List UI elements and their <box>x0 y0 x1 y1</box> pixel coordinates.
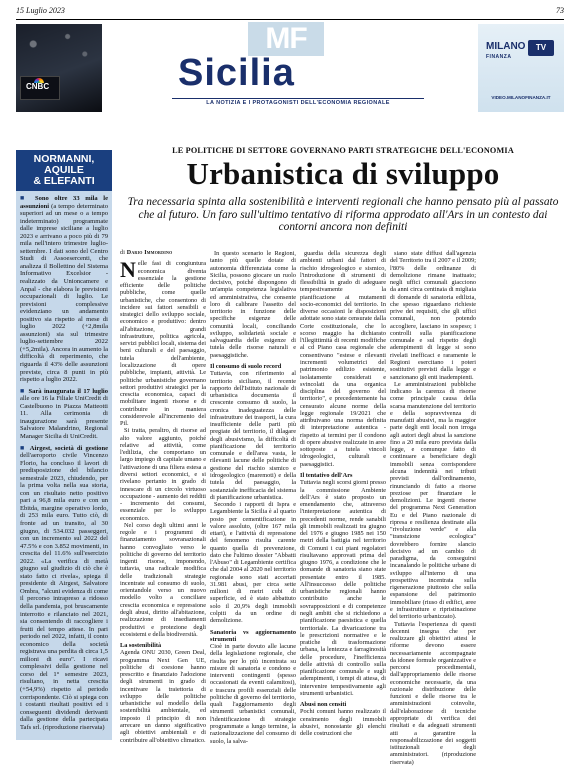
paragraph: Tuttavia negli scorsi giorni presso la commissione Ambiente dell'Ars è stato proposto un emendamento che, attraverso l'interpretazione autentica di precedenti norme, rende sanabili gli immobili realizzati tra giugno del 1976 e giugno 1985 nei 150 metri della battigia nel territorio di Comuni i cui piani regolatori risultavano approvati prima del giugno 1976, a condizione che le domande di sanatoria siano state presentate entro il 1985. All'insuccesso delle politiche urbanistiche regionali hanno contribuito anche le sovrapposizioni e di competenze negli ambiti che si richiedono a pianificazione paesistica e quella territoriale. La divaricazione tra le prescrizioni normative e le pratiche di trasformazione urbana, la lentezza e farraginosità delle procedure, l'inefficienza delle attività di controllo sulla pianificazione comunale e sugli adempimenti, i tempi di attesa, di intervenire tempestivamente agli strumenti urbanistici. <box>300 479 386 697</box>
byline <box>120 250 206 257</box>
mf-logo: MF <box>248 22 324 56</box>
paragraph: Si tratta, peraltro, di risorse ad alto valore aggiunto, poiché relative ad attività, come l'edilizia, che comportano un largo impiego di capitale umano e l'attivazione di una filiera estesa a diversi settori economici, e si rivelano pertanto in grado di innescare di un circolo virtuoso occupazione - aumento dei redditi - incremento dei consumi, essenziale per lo sviluppo economico. <box>120 427 206 522</box>
ad-brand <box>486 42 525 62</box>
cnbc-studio-photo <box>16 24 102 112</box>
article-column <box>120 250 206 742</box>
author-name: Dario Immordino <box>126 250 173 256</box>
sidebar-heading <box>16 150 112 191</box>
ad-brand-name: MILANO <box>486 41 526 52</box>
page-header <box>16 6 564 18</box>
cnbc-logo: CNBC <box>26 82 50 91</box>
section-heading: Il tentativo dell'Ars <box>300 471 353 479</box>
milano-finanza-tv-ad <box>478 24 564 112</box>
paragraph: Pochi comuni hanno realizzato il censimento degli immobili abusivi, nonostante gli elenchi delle costruzioni che <box>300 708 386 738</box>
news-text: dell'aeroporto civile Vincenzo Florio, ha concluso il lavori di predisposizione del bilancio semestrale 2023, chiudendo, per la prima volta nella sua storia, con un risultato netto positivo pari a 96,8 mila euro e con un Ebitda, margine operativo lordo, di 253 mila euro. Tutto ciò, di fronte ad un transito, al 30 giugno, di 534.032 passeggeri, con un incremento sul 2022 del 47.5% e con 3.852 movimenti, in crescita del 11.6% sull'esercizio 2022. «La verifica di metà giugno sul giudizio di ciò che è stato fatto ci rivela», spiega il presidente di Airgest, Salvatore Ombra, "alcuni evidenza di come il percorso intrapreso a ridosso della pandemia, poi bruscamente interrotto e rilanciato nel 2021, sia consentendo di raccogliere i frutti del tempo attese. In pari periodo nel 2022, infatti, il conto economico della società registrava una perdita di circa 1,5 milioni di euro". I ricavi complessivi della gestione nel corso del 1° semestre 2023, risultano, in netta crescita (+54,9%) rispetto al periodo corrispondente. Ciò si spiega con i costanti risultati positivi ed i conseguenti dividendi derivanti dalla gestione della partecipata Tafs srl. (riproduzione riservata) <box>20 452 108 731</box>
paragraph: Tuttavia, con riferimento al territorio siciliano, il recente rapporto dell'Istituto nazionale di urbanistica documenta il crescente consumo di suolo, la cronica inadeguatezza delle infrastrutture dei trasporti, la cura insufficiente delle parti più pregiate del territorio, il dilagare degli abusivismo, la difficoltà di pianificazione del territorio comunale e dell'area vasta, le rilevanti lacune delle politiche di gestione del rischio sismico e idrogeologico (maremoti) e della tutela del paesaggio, la sostanziale inefficacia del sistema di pianificazione urbanistica. <box>210 370 296 501</box>
ad-website: VIDEO.MILANOFINANZA.IT <box>491 95 551 100</box>
page-number: 73 <box>556 6 564 15</box>
news-lead: Sono oltre 33 mila le assunzioni <box>20 195 109 210</box>
sidebar-heading-line: AQUILE <box>44 164 84 176</box>
paragraph: Le amministrazioni pubbliche indicano la carenza di risorse come principale causa della scarsa manutenzione del territorio e della sopravvivenza di manufatti abusivi, ma la maggior parte degli enti locali non irroga agli autori degli abusi la sanzione fino a 20 mila euro prevista dalla legge, e comunque fatto di continuare a beneficiare degli immobili senza corrispondere alcuna indennità nei tributi previsti dall'ordinamento, rinunciando di fatto a risorse preziose per finanziare le demolizioni. Le ingenti risorse del programma Next Generation Eu e del Piano nazionale di ripresa e resilienza destinate alla "rivoluzione verde" e alla "transizione ecologica" dovrebbero fornire slancio decisivo ad un cambio di paradigma, da conseguirsi incanalando le politiche urbane di sviluppo all'interno di una prospettiva incentrata sulla rigenerazione piuttosto che sulla espansione del patrimonio immobiliare (riuso di edifici, aree e infrastrutture e ripristinazione del territorio urbanizzato). <box>390 380 476 621</box>
paragraph: Secondo i rapporti di Ispra e Legambiente la Sicilia è al quarto posto per cementificazione in valore assoluto, (oltre 167 mila ettari), e l'attività di repressione del fenomeno risulta carente quanto quella di prevenzione, dato che l'ultimo dossier "Abbatti l'Abuso" di Legambiente certifica che dal 2004 al 2020 nel territorio regionale sono stati accertati 31.981 abusi, per circa sette milioni di metri cubi di superficie, ed è stato abbattuto solo il 20,9% degli immobili colpiti da un ordine di demolizione. <box>210 501 296 625</box>
tv-badge: TV <box>528 40 554 56</box>
studio-lights <box>16 24 102 74</box>
article-headline: Urbanistica di sviluppo <box>186 156 500 191</box>
drop-cap: N <box>120 257 136 283</box>
header-rule <box>16 19 564 20</box>
news-lead: Airgest, società di gestione <box>29 444 108 452</box>
sidebar-news-item <box>20 388 108 441</box>
square-bullet-icon: ■ <box>20 386 26 395</box>
article-column <box>300 250 386 742</box>
ad-brand-sub: FINANZA <box>486 54 512 60</box>
article-body <box>120 250 566 766</box>
sidebar-heading-line: & ELEFANTI <box>33 175 95 187</box>
paragraph: Nel corso degli ultimi anni le regole e i programmi di finanziamento sovranazionali hanno convogliato verso le politiche di governo del territorio ingenti risorse, imponendo, tuttavia, una radicale modifica delle tradizionali strategie incentrate sul consumo di suolo, orientandole verso un nuovo modello volto a conciliare crescita economica e repressione degli abusi, diritto all'abitazione, realizzazione di insediamenti produttivi e protezione degli ecosistemi e della biodiversità. <box>120 521 206 638</box>
news-lead: Sarà inaugurata il 17 luglio <box>28 387 108 395</box>
square-bullet-icon: ■ <box>20 443 26 452</box>
sidebar-news-item <box>20 195 108 384</box>
section-heading: Sanatoria vs aggiornamento strumenti <box>210 628 296 643</box>
sidebar-heading-line: NORMANNI, <box>33 153 95 165</box>
paragraph: siano state diffusi dall'agenzia del Territorio tra il 2007 e il 2009; l'80% delle ordinanze di demolizione rimane inattuato; negli uffici comunali giacciono da anni circa centinaia di migliaia di domande di sanatoria edilizia, che spesso riguardano richieste prive dei requisiti, che gli uffici comunali, non potendo accogliere, lasciano in sospeso; i controlli sulla pianificazione comunale e sul rispetto degli adempimenti di legge si sono rivelati inefficaci e raramente le Regioni esercitano i poteri sostitutivi previsti dalla legge e sanzionano gli enti inadempienti. <box>390 250 477 381</box>
news-text: alle ore 16 la Filiale UniCredit di Castelbuono in Piazza Matteotti 11. Alla cerimonia di inaugurazione sarà presente Salvatore Malandrino, Regional Manager Sicilia di UniCredit. <box>20 395 108 440</box>
article-column <box>390 250 477 766</box>
byline-prefix: di <box>120 250 127 256</box>
paragraph: Cioè in parte dovuto alle lacune della legislazione regionale, che risulta per lo più incentrata su misure di sanatoria e condono e interventi contingenti (spesso occasionati da eventi calamitosi), e trascura profili essenziali delle politiche di governo del territorio, quali l'aggiornamento degli strumenti urbanistici comunali, l'identificazione di strategie programmate a lungo termine, la razionalizzazione del consumo di suolo, la salva- <box>210 643 296 745</box>
square-bullet-icon: ■ <box>20 194 29 202</box>
section-heading: Abusi non censiti <box>300 701 347 709</box>
paragraph: Agenda ONU 2030, Green Deal, programma Next Gen UE, politiche di coesione hanno prescritto e finanziato l'adozione degli strumenti in grado di incentivare la traiettoria di sviluppo delle politiche urbanistiche sul modello della sostenibilità ambientale, ed imposto il principio di non arrecare un danno significativo agli obiettivi ambientali e di contribuire all'obiettivo climatico. <box>120 649 206 744</box>
news-text: (a tempo determinato superiori ad un mese o a tempo indeterminato) programmate dalle imprese siciliane a luglio 2023 e arrivano a poco più di 79 mila nell'intero trimestre luglio-settembre. I dati sono del Centro Studi di Assoesercenti, che analizza il Bollettino del Sistema Informativo Excelsior - realizzato da Unioncamere e Anpal - che elabora le previsioni occupazionali di luglio. Le previsioni complessive evidenziano un andamento positivo sia rispetto al mese di luglio 2022 (+2,8mila assunzioni) sia sul trimestre luglio-settembre 2022 (+5,2mila). Ancora in aumento la difficoltà di reperimento, che riguarda il 43% delle assunzioni previste, circa 8 punti in più rispetto a luglio 2022. <box>20 202 108 384</box>
issue-date: 15 Luglio 2023 <box>16 6 65 15</box>
article-kicker: LE POLITICHE DI SETTORE GOVERNANO PARTI STRATEGICHE DELL'ECONOMIA <box>172 146 514 155</box>
paragraph: In questo scenario le Regioni, tanto più quelle dotate di autonomia differenziata come la Sicilia, possono giocare un ruolo decisivo, poiché dispongono di un'ampia competenza legislativa ed amministrativa, che consente loro di calibrare l'assetto del territorio in funzione delle specifiche esigenze delle comunità locali, conciliando sviluppo, solidarietà sociale e salvaguardia delle esigenze di tutela delle risorse naturali e paesaggistiche. <box>210 250 296 359</box>
paragraph: elle fasi di congiuntura economica diventa essenziale la gestione efficiente delle politiche pubbliche, come quelle urbanistiche, che consentono di incidere sui fattori sensibili e strategici dello sviluppo sociale, economico e produttivo: dentro all'abitazione, grandi infrastrutture, politica agricola, servizi pubblici locali, sistema dei beni culturali e del paesaggio, tutela dell'ambiente, localizzazione di opere pubbliche, impianti, attività. Le politiche urbanistiche governano settori produttivi strategici per la crescita economica, capaci di mobilitare ingenti risorse e di contribuire in maniera considerevole all'incremento del Pil. <box>120 260 206 428</box>
sidebar-column <box>16 150 112 740</box>
section-heading: La sostenibilità <box>120 642 162 650</box>
section-title: Sicilia <box>178 52 295 94</box>
section-heading: Il consumo di suolo record <box>210 362 282 370</box>
sidebar-items <box>16 191 112 731</box>
paragraph: Tuttavia l'esperienza di questi decenni insegna che per realizzare gli obiettivi attesi le riforme devono essere necessariamente accompagnate da idonee formule organizzative e percorsi procedimentali, dall'appropriamento delle risorse economiche necessarie, da una razionale distribuzione delle funzioni e delle risorse tra le amministrazioni coinvolte, dall'elaborazione di tecniche appropriate di verifica dei risultati e da adeguati strumenti atti a garantire la responsabilizzazione dei soggetti istituzionali e degli amministratori. (riproduzione riservata) <box>390 620 476 766</box>
paragraph: guardia della sicurezza degli ambienti urbani dal fattori di rischio idrogeologico e sismico, l'introduzione di strumenti di flessibilità in grado di adeguare tempestivamente la pianificazione ai mutamenti socio-economici del territorio. In diverse occasioni le disposizioni adottate sono state censurate dalla Corte costituzionale, che lo scorso maggio ha dichiarato l'illegittimità di recenti modifiche al cd Piano casa regionale che consentivano "estese e rilevanti incrementi volumetrici del patrimonio edilizio esistente, isolatamente considerati e svincolati da una organica disciplina del governo del territorio", e precedentemente ha censurato alcune norme della legge regionale 19/2021 che attribuivano una norma definita di interpretazione autentica - rispetto ai termini per il condono di opere abusive realizzate in aree sottoposte a tutela vincoli idrogeologici, culturali e paesaggistici. <box>300 250 386 468</box>
article-subheadline: Tra necessaria spinta alla sostenibilità e interventi regionali che hanno pensato più al passato che al futuro. Un faro sull'ultimo tentativo di riforma approdato all'Ars in un contesto dai contorni ancora non definiti <box>127 196 559 234</box>
section-tagline: LA NOTIZIA E I PROTAGONISTI DELL'ECONOMIA REGIONALE <box>172 98 424 108</box>
article-column <box>210 250 296 745</box>
sidebar-news-item <box>20 445 108 732</box>
